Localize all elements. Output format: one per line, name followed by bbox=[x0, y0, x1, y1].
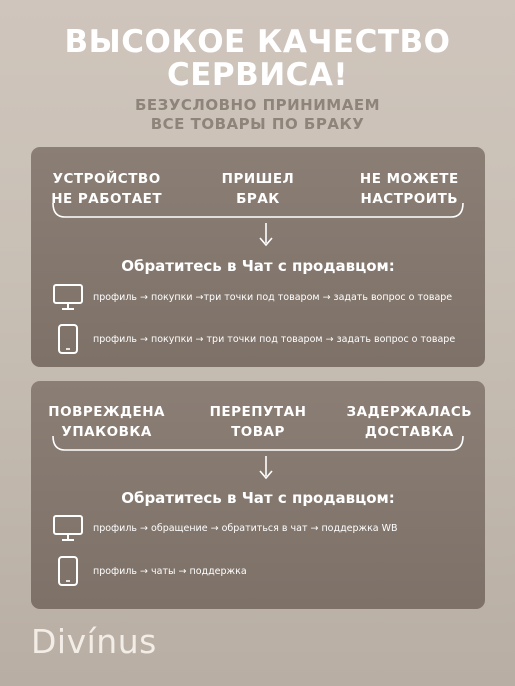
issue-delayed-delivery: ЗАДЕРЖАЛАСЬ ДОСТАВКА bbox=[346, 404, 473, 440]
desktop-path-row bbox=[49, 512, 398, 544]
contact-seller-heading: Обратитесь в Чат с продавцом: bbox=[121, 489, 395, 507]
desktop-path-row bbox=[49, 281, 452, 313]
brand-logo: Divínus bbox=[31, 622, 157, 661]
smartphone-icon bbox=[49, 555, 87, 587]
arrow-down-icon bbox=[31, 221, 485, 249]
issue-wrong-item: ПЕРЕПУТАН ТОВАР bbox=[209, 404, 307, 440]
mobile-path-row bbox=[49, 555, 247, 587]
issue-device-not-working: УСТРОЙСТВО НЕ РАБОТАЕТ bbox=[51, 171, 163, 207]
delivery-card bbox=[31, 381, 485, 609]
mobile-path-text: профиль → чаты → поддержка bbox=[93, 565, 247, 577]
mobile-path-row bbox=[49, 323, 455, 355]
contact-seller-heading: Обратитесь в Чат с продавцом: bbox=[121, 257, 395, 275]
monitor-icon bbox=[49, 514, 87, 542]
headline bbox=[0, 26, 515, 92]
arrow-down-icon bbox=[31, 454, 485, 482]
issue-damaged-packaging: ПОВРЕЖДЕНА УПАКОВКА bbox=[48, 404, 165, 440]
headline-line-1: ВЫСОКОЕ КАЧЕСТВО bbox=[64, 24, 451, 60]
issue-defect-arrived: ПРИШЕЛ БРАК bbox=[221, 171, 295, 207]
subheadline-line-1: БЕЗУСЛОВНО ПРИНИМАЕМ bbox=[135, 96, 380, 114]
subheadline bbox=[0, 96, 515, 134]
desktop-path-text: профиль → покупки →три точки под товаром → задать вопрос о товаре bbox=[93, 291, 453, 303]
subheadline-line-2: ВСЕ ТОВАРЫ ПО БРАКУ bbox=[150, 115, 365, 133]
headline-line-2: СЕРВИСА! bbox=[166, 57, 349, 93]
desktop-path-text: профиль → обращение → обратиться в чат → поддержка WB bbox=[93, 522, 398, 534]
mobile-path-text: профиль → покупки → три точки под товаром → задать вопрос о товаре bbox=[93, 333, 456, 345]
defect-card bbox=[31, 147, 485, 367]
monitor-icon bbox=[49, 283, 87, 311]
smartphone-icon bbox=[49, 323, 87, 355]
issue-cannot-configure: НЕ МОЖЕТЕ НАСТРОИТЬ bbox=[359, 171, 459, 207]
